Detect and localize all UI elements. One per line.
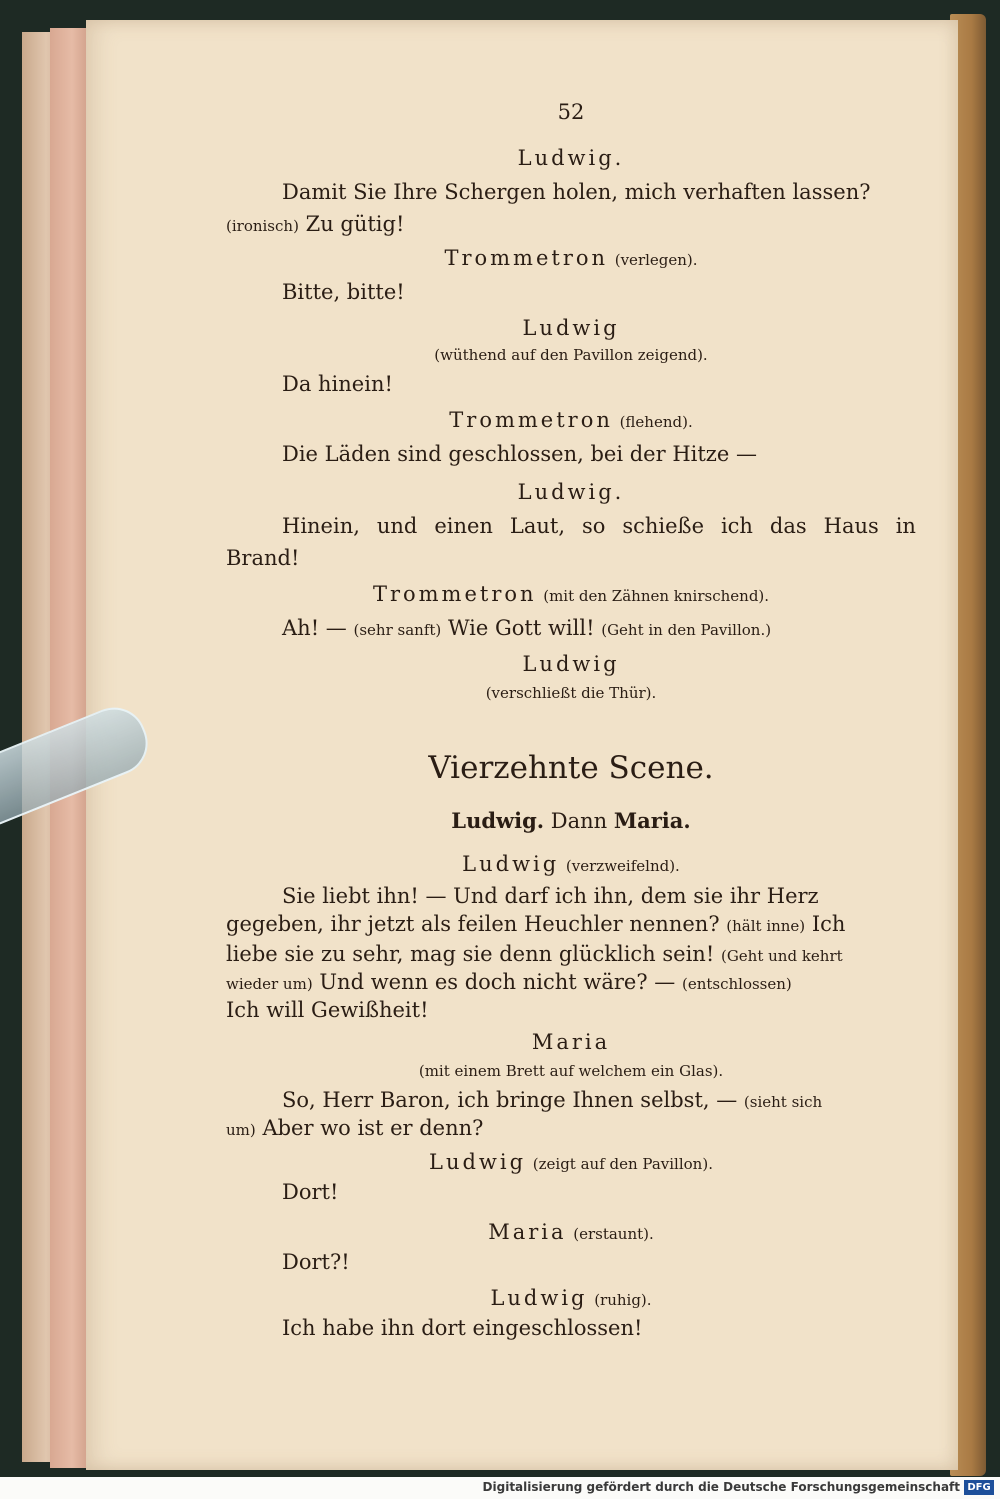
stage-direction: (entschlossen) xyxy=(681,975,792,993)
speaker-name: Maria xyxy=(531,1030,611,1054)
dialogue-line: Da hinein! xyxy=(282,372,393,396)
dialogue-line xyxy=(226,912,845,936)
speaker-name: Trommetron xyxy=(372,582,537,606)
speaker-name: Ludwig. xyxy=(517,146,625,170)
dialogue-line xyxy=(282,616,771,640)
speaker-line xyxy=(226,1220,916,1244)
speaker-name: Ludwig xyxy=(490,1286,588,1310)
stage-direction: (ironisch) xyxy=(226,217,299,235)
dialogue-text: Ich xyxy=(811,912,846,936)
dialogue-text: Ah! — xyxy=(282,616,347,640)
dialogue-line: Dort?! xyxy=(282,1250,350,1274)
dialogue-line-justified xyxy=(226,514,916,538)
dfg-logo-icon: DFG xyxy=(964,1480,994,1495)
speaker-name: Ludwig. xyxy=(517,480,625,504)
stage-direction: (verlegen). xyxy=(614,251,698,269)
stage-direction: (wüthend auf den Pavillon zeigend). xyxy=(434,346,708,364)
dialogue-line xyxy=(226,1116,483,1140)
dialogue-line xyxy=(226,942,843,966)
footer-credit: Digitalisierung gefördert durch die Deutsche Forschungsgemeinschaft xyxy=(482,1480,960,1494)
speaker-name: Ludwig xyxy=(522,316,620,340)
dialogue-line: Bitte, bitte! xyxy=(282,280,405,304)
stage-direction: (flehend). xyxy=(619,413,693,431)
stage-direction: wieder um) xyxy=(226,975,313,993)
speaker-line xyxy=(226,408,916,432)
dialogue-line: Damit Sie Ihre Schergen holen, mich verhaften lassen? xyxy=(282,180,871,204)
stage-direction: (ruhig). xyxy=(594,1291,652,1309)
word: einen xyxy=(434,514,493,538)
book-page xyxy=(86,20,958,1470)
dialogue-text: Wie Gott will! xyxy=(447,616,595,640)
footer-bar xyxy=(0,1477,1000,1499)
speaker-name: Ludwig xyxy=(462,852,560,876)
word: Laut, xyxy=(509,514,565,538)
word: ich xyxy=(720,514,753,538)
speaker-name: Ludwig xyxy=(429,1150,527,1174)
dialogue-text: Und wenn es doch nicht wäre? — xyxy=(319,970,676,994)
speaker-line xyxy=(226,582,916,606)
stage-direction: (Geht in den Pavillon.) xyxy=(601,621,772,639)
dialogue-line: Sie liebt ihn! — Und darf ich ihn, dem sie ihr Herz xyxy=(282,884,819,908)
cast-connector: Dann xyxy=(550,809,608,833)
scene-heading: Vierzehnte Scene. xyxy=(428,750,714,786)
dialogue-line xyxy=(226,212,404,236)
speaker-name: Trommetron xyxy=(449,408,613,432)
stage-direction: um) xyxy=(226,1121,256,1139)
speaker-line xyxy=(226,1150,916,1174)
dialogue-text: Zu gütig! xyxy=(305,212,405,236)
stage-direction: (hält inne) xyxy=(726,917,806,935)
stage-direction: (Geht und kehrt xyxy=(720,947,843,965)
dialogue-text: So, Herr Baron, ich bringe Ihnen selbst, — xyxy=(282,1088,738,1112)
stage-direction: (sieht sich xyxy=(743,1093,823,1111)
word: das xyxy=(769,514,807,538)
dialogue-line: Ich habe ihn dort eingeschlossen! xyxy=(282,1316,643,1340)
speaker-name: Ludwig xyxy=(522,652,620,676)
page-number: 52 xyxy=(557,100,585,124)
stage-direction: (erstaunt). xyxy=(573,1225,654,1243)
cast-name: Maria. xyxy=(613,808,691,833)
dialogue-text: Aber wo ist er denn? xyxy=(262,1116,484,1140)
dialogue-line xyxy=(226,970,792,994)
speaker-name: Maria xyxy=(488,1220,567,1244)
speaker-line xyxy=(226,1286,916,1310)
stage-direction: (mit einem Brett auf welchem ein Glas). xyxy=(418,1062,724,1080)
word: und xyxy=(376,514,418,538)
dialogue-line: Ich will Gewißheit! xyxy=(226,998,429,1022)
word: so xyxy=(581,514,606,538)
dialogue-line: Die Läden sind geschlossen, bei der Hitze — xyxy=(282,442,757,466)
word: Haus xyxy=(823,514,879,538)
cast-line xyxy=(226,808,916,833)
stage-direction: (sehr sanft) xyxy=(353,621,442,639)
dialogue-line: Dort! xyxy=(282,1180,339,1204)
dialogue-line xyxy=(282,1088,822,1112)
word: schieße xyxy=(622,514,704,538)
dialogue-text: gegeben, ihr jetzt als feilen Heuchler nennen? xyxy=(226,912,720,936)
speaker-line xyxy=(226,246,916,270)
speaker-line xyxy=(226,852,916,876)
dialogue-line: Brand! xyxy=(226,546,300,570)
stage-direction: (zeigt auf den Pavillon). xyxy=(532,1155,713,1173)
word: Hinein, xyxy=(282,514,360,538)
cast-name: Ludwig. xyxy=(451,808,545,833)
stage-direction: (mit den Zähnen knirschend). xyxy=(543,587,770,605)
dialogue-text: liebe sie zu sehr, mag sie denn glücklich sein! xyxy=(226,942,715,966)
stage-direction: (verschließt die Thür). xyxy=(485,684,657,702)
speaker-name: Trommetron xyxy=(444,246,609,270)
word: in xyxy=(895,514,916,538)
stage-direction: (verzweifelnd). xyxy=(565,857,680,875)
